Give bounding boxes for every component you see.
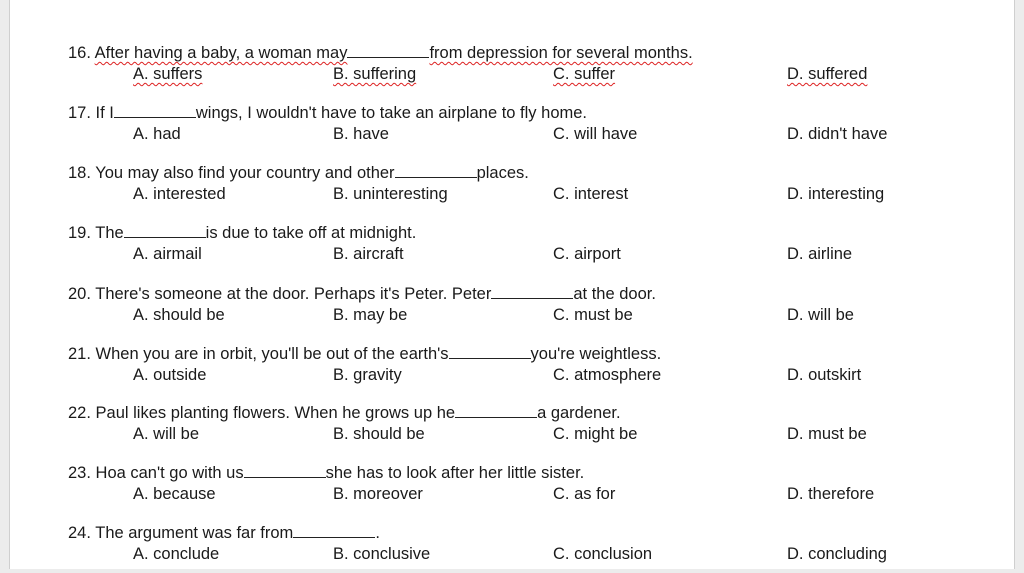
stem-text-before: After having a baby, a woman may	[94, 44, 348, 62]
question-number: 21.	[68, 345, 91, 363]
answer-blank[interactable]	[395, 163, 477, 178]
question-stem	[68, 523, 380, 543]
option-c[interactable]: C. might be	[553, 425, 638, 443]
option-a[interactable]: A. suffers	[133, 65, 203, 83]
question-stem	[68, 344, 661, 364]
stem-text-before: Hoa can't go with us	[95, 464, 244, 482]
option-b[interactable]: B. uninteresting	[333, 185, 448, 203]
option-d[interactable]: D. interesting	[787, 185, 885, 203]
option-a[interactable]: A. because	[133, 485, 216, 503]
question-stem	[68, 223, 416, 243]
option-d[interactable]: D. outskirt	[787, 366, 862, 384]
option-b[interactable]: B. have	[333, 125, 389, 143]
option-c[interactable]: C. must be	[553, 306, 633, 324]
option-c[interactable]: C. airport	[553, 245, 621, 263]
option-c[interactable]: C. suffer	[553, 65, 616, 83]
question-number: 17.	[68, 104, 91, 122]
answer-blank[interactable]	[293, 523, 375, 538]
question-17	[10, 103, 1014, 153]
stem-text-after: places.	[476, 164, 529, 182]
option-c[interactable]: C. will have	[553, 125, 638, 143]
question-number: 24.	[68, 524, 91, 542]
option-d[interactable]: D. suffered	[787, 65, 868, 83]
answer-blank[interactable]	[449, 344, 531, 359]
question-20	[10, 284, 1014, 334]
stem-text-before: The	[95, 224, 124, 242]
stem-text-after: a gardener.	[537, 404, 621, 422]
question-stem	[68, 163, 529, 183]
option-a[interactable]: A. should be	[133, 306, 225, 324]
option-d[interactable]: D. must be	[787, 425, 867, 443]
option-a[interactable]: A. conclude	[133, 545, 220, 563]
question-number: 23.	[68, 464, 91, 482]
stem-text-before: You may also find your country and other	[95, 164, 395, 182]
stem-text-before: The argument was far from	[95, 524, 294, 542]
option-a[interactable]: A. had	[133, 125, 181, 143]
answer-blank[interactable]	[244, 463, 326, 478]
question-stem	[68, 43, 693, 63]
question-22	[10, 403, 1014, 453]
stem-text-before: When you are in orbit, you'll be out of the earth's	[95, 345, 449, 363]
answer-blank[interactable]	[124, 223, 206, 238]
option-d[interactable]: D. will be	[787, 306, 854, 324]
answer-blank[interactable]	[114, 103, 196, 118]
question-21	[10, 344, 1014, 394]
question-16	[10, 43, 1014, 93]
question-number: 20.	[68, 285, 91, 303]
stem-text-before: If I	[95, 104, 114, 122]
option-c[interactable]: C. interest	[553, 185, 629, 203]
stem-text-before: There's someone at the door. Perhaps it's Peter. Peter	[95, 285, 492, 303]
stem-text-after: is due to take off at midnight.	[205, 224, 417, 242]
question-stem	[68, 463, 584, 483]
question-24	[10, 523, 1014, 573]
stem-text-after: you're weightless.	[530, 345, 662, 363]
question-number: 22.	[68, 404, 91, 422]
option-a[interactable]: A. will be	[133, 425, 200, 443]
stem-text-after: at the door.	[573, 285, 656, 303]
option-b[interactable]: B. conclusive	[333, 545, 431, 563]
option-b[interactable]: B. aircraft	[333, 245, 404, 263]
option-b[interactable]: B. may be	[333, 306, 408, 324]
stem-text-before: Paul likes planting flowers. When he grows up he	[95, 404, 456, 422]
option-d[interactable]: D. airline	[787, 245, 853, 263]
question-stem	[68, 403, 621, 423]
option-d[interactable]: D. therefore	[787, 485, 875, 503]
option-c[interactable]: C. conclusion	[553, 545, 653, 563]
option-b[interactable]: B. gravity	[333, 366, 402, 384]
question-number: 19.	[68, 224, 91, 242]
option-a[interactable]: A. airmail	[133, 245, 202, 263]
option-b[interactable]: B. should be	[333, 425, 425, 443]
question-stem	[68, 103, 587, 123]
option-b[interactable]: B. moreover	[333, 485, 423, 503]
option-a[interactable]: A. outside	[133, 366, 207, 384]
option-d[interactable]: D. didn't have	[787, 125, 888, 143]
question-23	[10, 463, 1014, 513]
option-b[interactable]: B. suffering	[333, 65, 417, 83]
question-18	[10, 163, 1014, 213]
answer-blank[interactable]	[455, 403, 537, 418]
question-number: 18.	[68, 164, 91, 182]
question-number: 16.	[68, 44, 91, 62]
question-stem	[68, 284, 656, 304]
option-c[interactable]: C. atmosphere	[553, 366, 662, 384]
stem-text-after: wings, I wouldn't have to take an airplane to fly home.	[195, 104, 588, 122]
question-19	[10, 223, 1014, 273]
option-a[interactable]: A. interested	[133, 185, 226, 203]
stem-text-after: from depression for several months.	[429, 44, 693, 62]
stem-text-after: .	[375, 524, 380, 542]
answer-blank[interactable]	[491, 284, 573, 299]
stem-text-after: she has to look after her little sister.	[325, 464, 585, 482]
answer-blank[interactable]	[347, 43, 429, 58]
worksheet-page	[9, 0, 1015, 569]
option-d[interactable]: D. concluding	[787, 545, 887, 563]
option-c[interactable]: C. as for	[553, 485, 616, 503]
